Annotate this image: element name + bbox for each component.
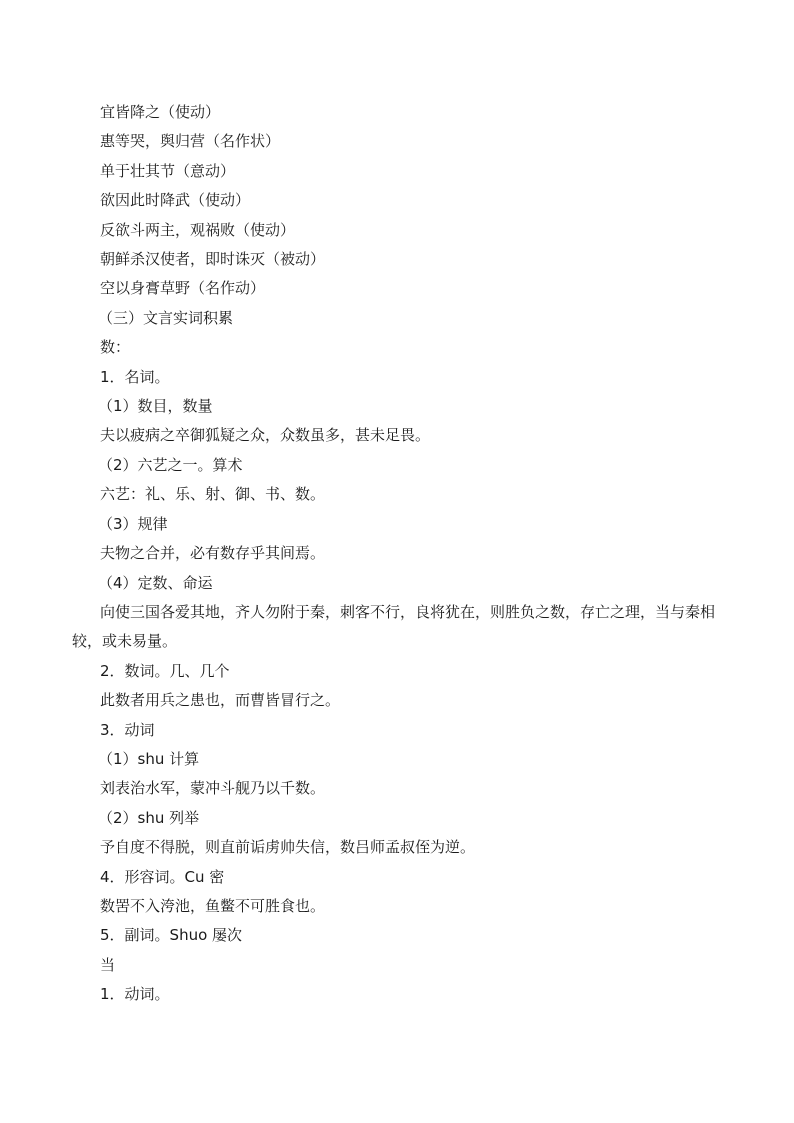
sub-item: （4）定数、命运 [98, 573, 213, 592]
sub-item: （1）shu 计算 [98, 749, 200, 768]
example-sentence: 刘表治水军，蒙冲斗舰乃以千数。 [100, 779, 326, 798]
example-sentence: 予自度不得脱，则直前诟虏帅失信，数吕师孟叔侄为逆。 [100, 838, 476, 857]
example-sentence: 夫物之合并，必有数存乎其间焉。 [100, 544, 326, 563]
text-line: 惠等哭，舆归营（名作状） [100, 132, 281, 151]
numbered-item: 1．名词。 [100, 367, 170, 386]
text-line: 单于壮其节（意动） [100, 161, 236, 180]
text-line: 宜皆降之（使动） [100, 103, 221, 121]
numbered-item: 2．数词。几、几个 [100, 661, 230, 680]
text-line: 空以身膏草野（名作动） [100, 279, 266, 298]
example-sentence: 六艺：礼、乐、射、御、书、数。 [100, 485, 326, 504]
sub-item: （3）规律 [98, 514, 168, 533]
text-line: 反欲斗两主，观祸败（使动） [100, 220, 296, 239]
term-heading: 数： [100, 338, 131, 357]
numbered-item: 5．副词。Shuo 屡次 [100, 926, 243, 945]
text-line: 朝鲜杀汉使者，即时诛灭（被动） [100, 250, 326, 269]
numbered-item: 3．动词 [100, 720, 155, 739]
example-sentence: 数罟不入洿池，鱼鳖不可胜食也。 [100, 896, 326, 915]
numbered-item: 4．形容词。Cu 密 [100, 867, 225, 886]
example-sentence: 此数者用兵之患也，而曹皆冒行之。 [100, 691, 341, 710]
numbered-item: 1．动词。 [100, 985, 170, 1004]
example-sentence: 夫以疲病之卒御狐疑之众，众数虽多，甚未足畏。 [100, 426, 431, 445]
section-heading: （三）文言实词积累 [98, 308, 234, 327]
sub-item: （2）六艺之一。算术 [98, 455, 243, 474]
sub-item: （1）数目，数量 [98, 397, 213, 416]
sub-item: （2）shu 列举 [98, 808, 200, 827]
example-sentence-long: 向使三国各爱其地，齐人勿附于秦，刺客不行，良将犹在，则胜负之数，存亡之理，当与秦相较，或未易量。 [72, 602, 716, 651]
text-line: 欲因此时降武（使动） [100, 191, 251, 210]
term-heading: 当 [100, 955, 116, 974]
document-body [72, 98, 722, 1010]
